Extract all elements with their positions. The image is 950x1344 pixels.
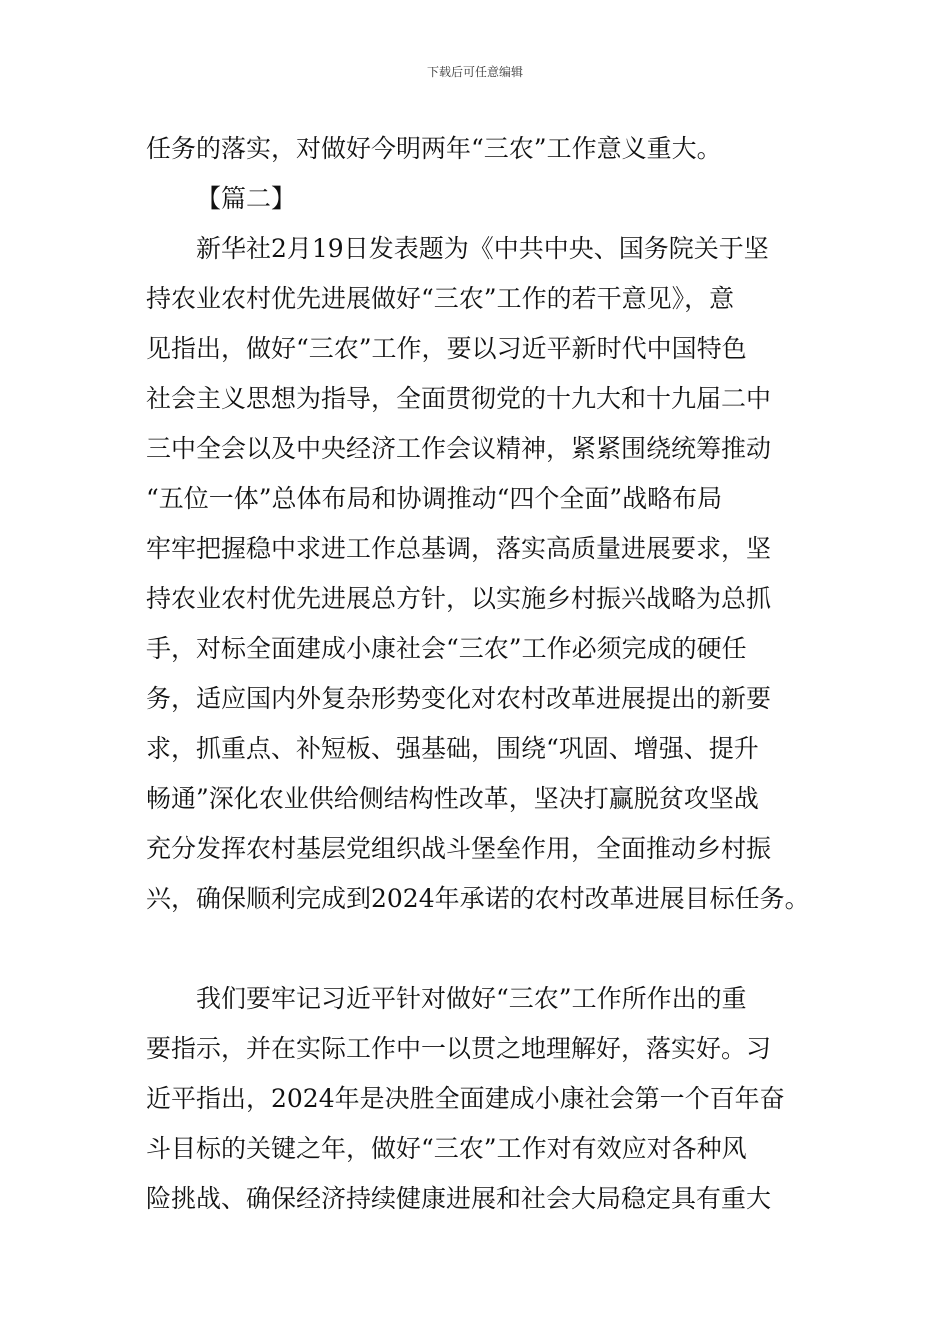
text-line-3: 新华社2月19日发表题为《中共中央、国务院关于坚	[196, 234, 769, 263]
text-line-7: 三中全会以及中央经济工作会议精神，紧紧围绕统筹推动	[146, 434, 772, 463]
text-line-11: 手，对标全面建成小康社会“三农”工作必须完成的硬任	[146, 634, 747, 663]
text-line-10: 持农业农村优先进展总方针，以实施乡村振兴战略为总抓	[146, 584, 772, 613]
text-line-15: 充分发挥农村基层党组织战斗堡垒作用，全面推动乡村振	[146, 834, 772, 863]
text-line-12: 务，适应国内外复杂形势变化对农村改革进展提出的新要	[146, 684, 772, 713]
page-header: 下载后可任意编辑	[426, 65, 523, 79]
text-line-18: 要指示，并在实际工作中一以贯之地理解好，落实好。习	[146, 1034, 772, 1063]
text-line-21: 险挑战、确保经济持续健康进展和社会大局稳定具有重大	[146, 1184, 772, 1213]
text-line-1: 任务的落实，对做好今明两年“三农”工作意义重大。	[146, 134, 722, 163]
text-line-16: 兴，确保顺利完成到2024年承诺的农村改革进展目标任务。	[146, 884, 810, 913]
text-line-4: 持农业农村优先进展做好“三农”工作的若干意见》，意	[146, 284, 735, 313]
text-line-20: 斗目标的关键之年，做好“三农”工作对有效应对各种风	[146, 1134, 747, 1163]
section-heading: 【篇二】	[196, 184, 297, 213]
text-line-14: 畅通”深化农业供给侧结构性改革，坚决打赢脱贫攻坚战	[146, 784, 759, 813]
text-line-5: 见指出，做好“三农”工作，要以习近平新时代中国特色	[146, 334, 747, 363]
text-line-19: 近平指出，2024年是决胜全面建成小康社会第一个百年奋	[146, 1084, 785, 1113]
text-line-6: 社会主义思想为指导，全面贯彻党的十九大和十九届二中	[146, 384, 772, 413]
text-line-13: 求，抓重点、补短板、强基础，围绕“巩固、增强、提升	[146, 734, 759, 763]
text-line-8: “五位一体”总体布局和协调推动“四个全面”战略布局	[146, 484, 723, 513]
text-line-9: 牢牢把握稳中求进工作总基调，落实高质量进展要求，坚	[146, 534, 772, 563]
text-line-17: 我们要牢记习近平针对做好“三农”工作所作出的重	[196, 984, 747, 1013]
